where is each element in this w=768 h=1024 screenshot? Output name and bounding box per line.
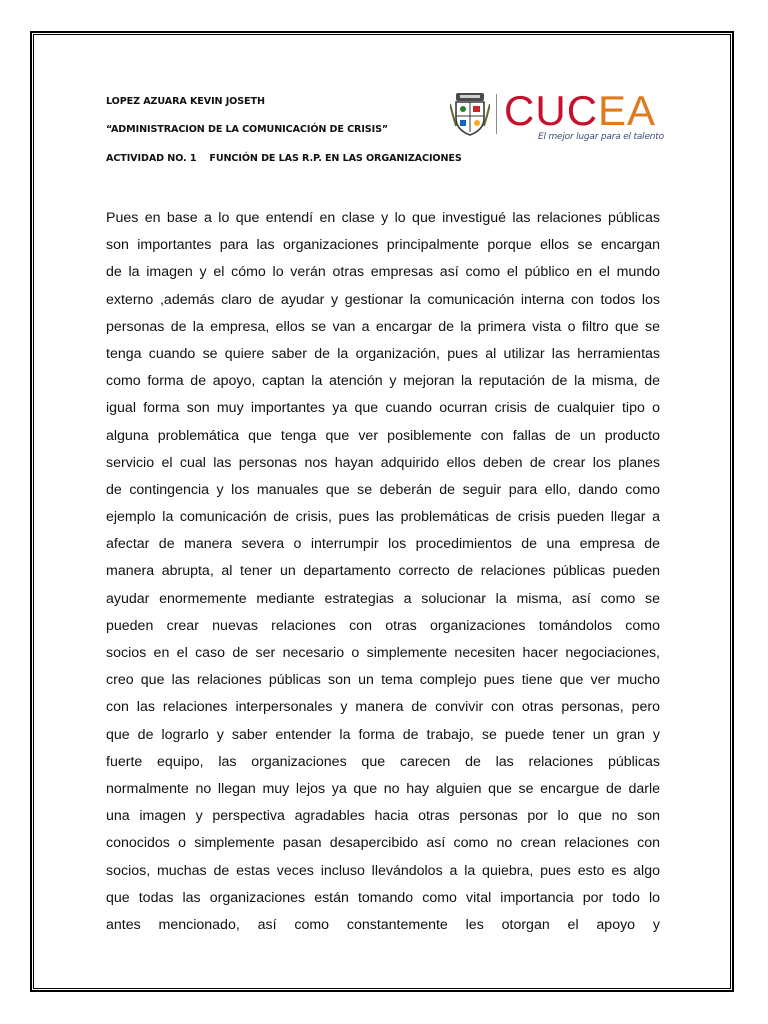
paragraph-line: normalmente no llegan muy lejos ya que no hay alguien que se encargue de darle bbox=[106, 780, 660, 797]
paragraph-line: igual forma son muy importantes ya que cuando ocurran crisis de cualquier tipo o bbox=[106, 400, 660, 417]
wordmark-letter: C bbox=[566, 87, 599, 134]
paragraph-line: ayudar enormemente mediante estrategias a solucionar la misma, así como se bbox=[106, 590, 660, 607]
cucea-wordmark bbox=[504, 87, 657, 134]
logo-tagline: El mejor lugar para el talento bbox=[538, 132, 664, 142]
wordmark-letter: E bbox=[598, 87, 628, 134]
paragraph-line: socios en el caso de ser necesario o simplemente necesiten hacer negociaciones, bbox=[106, 645, 660, 661]
paragraph-line: socios, muchas de estas veces incluso llevándolos a la quiebra, pues esto es algo bbox=[106, 862, 660, 879]
paragraph-line: conocidos o simplemente pasan desapercibido así como no crean relaciones con bbox=[106, 835, 660, 852]
paragraph-line: personas de la empresa, ellos se van a encargar de la primera vista o filtro que se bbox=[106, 318, 660, 335]
paragraph-line: pueden crear nuevas relaciones con otras organizaciones tomándolos como bbox=[106, 617, 660, 634]
paragraph-line: ejemplo la comunicación de crisis, pues las problemáticas de crisis pueden llegar a bbox=[106, 509, 660, 526]
paragraph-line: de la imagen y el cómo lo verán otras empresas así como el público en el mundo bbox=[106, 264, 660, 281]
paragraph-line: servicio el cual las personas nos hayan adquirido ellos deben de crear los planes bbox=[106, 454, 660, 471]
cucea-logo bbox=[448, 87, 664, 146]
paragraph-line: creo que las relaciones públicas son un tema complejo pues tiene que ver mucho bbox=[106, 672, 660, 689]
paragraph-line: como forma de apoyo, captan la atención y mejoran la reputación de la misma, de bbox=[106, 373, 660, 390]
paragraph-line: que todas las organizaciones están tomando como vital importancia por todo lo bbox=[106, 889, 660, 906]
paragraph-line: de contingencia y los manuales que se deberán de seguir para ello, dando como bbox=[106, 481, 660, 498]
author-name: LOPEZ AZUARA KEVIN JOSETH bbox=[106, 96, 265, 107]
course-title: “ADMINISTRACION DE LA COMUNICACIÓN DE CRISIS” bbox=[106, 124, 389, 135]
wordmark-letter: U bbox=[535, 87, 567, 134]
paragraph-line: manera abrupta, al tener un departamento correcto de relaciones públicas pueden bbox=[106, 563, 660, 580]
wordmark-letter: A bbox=[627, 87, 657, 134]
paragraph-line: tenga cuando se quiere saber de la organización, pues al utilizar las herramientas bbox=[106, 345, 660, 362]
paragraph-line: una imagen y perspectiva agradables hacia otras personas por lo que no son bbox=[106, 808, 660, 825]
activity-title: ACTIVIDAD NO. 1 FUNCIÓN DE LAS R.P. EN LAS ORGANIZACIONES bbox=[106, 153, 462, 164]
paragraph-line: antes mencionado, así como constantemente les otorgan el apoyo y bbox=[106, 916, 660, 933]
paragraph-line: externo ,además claro de ayudar y gestionar la comunicación interna con todos los bbox=[106, 291, 660, 308]
paragraph-line: afectar de manera severa o interrumpir los procedimientos de una empresa de bbox=[106, 536, 660, 553]
paragraph-line: con las relaciones interpersonales y manera de convivir con otras personas, pero bbox=[106, 699, 660, 716]
paragraph-line: que de lograrlo y saber entender la forma de trabajo, se puede tener un gran y bbox=[106, 726, 660, 743]
paragraph-line: fuerte equipo, las organizaciones que carecen de las relaciones públicas bbox=[106, 753, 660, 770]
wordmark-letter: C bbox=[504, 87, 536, 134]
university-seal-icon bbox=[450, 92, 490, 136]
essay-body bbox=[106, 205, 660, 939]
paragraph-line: Pues en base a lo que entendí en clase y lo que investigué las relaciones públicas bbox=[106, 210, 660, 226]
paragraph-line: son importantes para las organizaciones principalmente porque ellos se encargan bbox=[106, 237, 660, 254]
logo-divider bbox=[496, 94, 497, 134]
paragraph-line: alguna problemática que tenga que ver posiblemente con fallas de un producto bbox=[106, 427, 660, 444]
